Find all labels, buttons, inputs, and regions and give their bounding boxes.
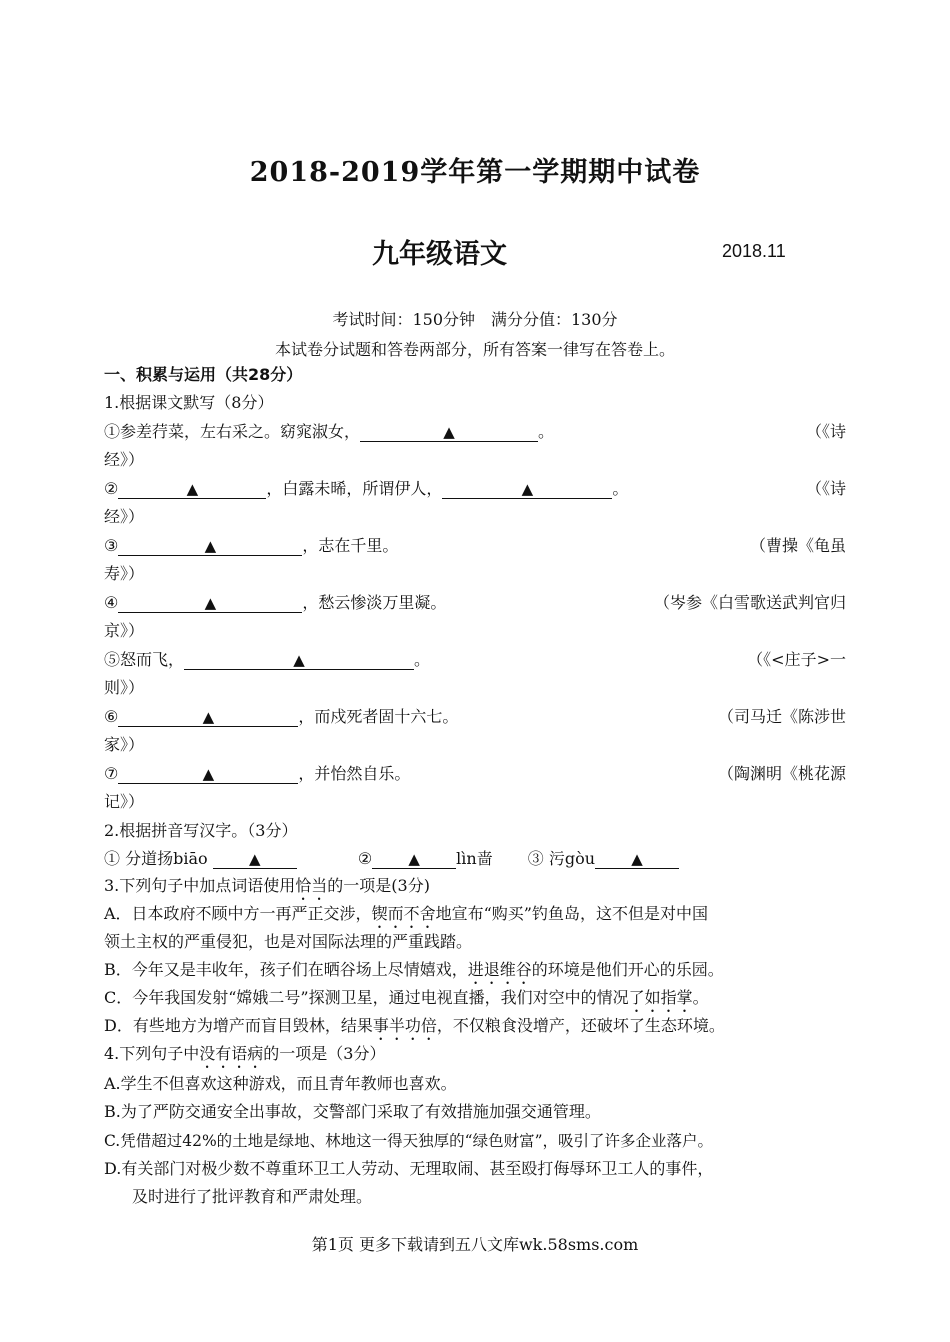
triangle-icon: ▲ bbox=[631, 850, 643, 868]
q1-label: 1.根据课文默写（8分） bbox=[104, 393, 274, 412]
q1-item-text: ①参差荇菜，左右采之。窈窕淑女， bbox=[104, 422, 361, 441]
exam-title: 2018-2019学年第一学期期中试卷 bbox=[249, 157, 701, 188]
q3-option-text: A．日本政府不顾中方一再严正交涉， bbox=[104, 904, 372, 923]
q1-source-cont: 寿》） bbox=[104, 564, 145, 583]
q4-option-c: C.凭借超过42%的土地是绿地、林地这一得天独厚的“绿色财富”，吸引了许多企业落户。 bbox=[104, 1132, 714, 1150]
q1-item-text: ④ bbox=[104, 593, 119, 612]
q4-label-dotted: 没有语病 bbox=[199, 1044, 264, 1063]
q1-source-cont: 则》） bbox=[104, 678, 145, 697]
q3-option-dotted: 事半功倍 bbox=[372, 1016, 437, 1035]
triangle-icon: ▲ bbox=[202, 765, 215, 783]
q1-source: （《诗 bbox=[805, 422, 846, 441]
q3-option-dotted: 了如指掌 bbox=[628, 988, 693, 1007]
triangle-icon: ▲ bbox=[408, 850, 420, 868]
q2-item-1-text: ① 分道扬biāo bbox=[104, 849, 213, 868]
triangle-icon: ▲ bbox=[443, 423, 455, 441]
q1-source: （陶渊明《桃花源 bbox=[717, 764, 846, 783]
q4-label-text: 4.下列句子中 bbox=[104, 1044, 200, 1063]
q4-option-a: A.学生不但喜欢这种游戏，而且青年教师也喜欢。 bbox=[104, 1074, 457, 1093]
answer-blank bbox=[372, 850, 456, 869]
q1-item-text: ，志在千里。 bbox=[302, 536, 399, 555]
q3-option-text: C．今年我国发射“嫦娥二号”探测卫星，通过电视直播，我们对空中的情况 bbox=[104, 988, 629, 1007]
q1-item-text: 。 bbox=[414, 650, 431, 669]
answer-blank bbox=[213, 850, 297, 869]
exam-date: 2018.11 bbox=[722, 241, 786, 261]
q1-source-cont: 家》） bbox=[104, 735, 145, 754]
q1-item-text: 。 bbox=[612, 479, 629, 498]
q3-option-text: B．今年又是丰收年，孩子们在晒谷场上尽情嬉戏， bbox=[104, 960, 468, 979]
triangle-icon: ▲ bbox=[202, 708, 215, 726]
answer-blank bbox=[595, 850, 679, 869]
q3-option-a bbox=[104, 903, 708, 932]
q3-option-dotted: 进退维谷 bbox=[467, 960, 532, 979]
q1-source-cont: 经》） bbox=[104, 507, 145, 526]
q2-item-2-text: ② bbox=[357, 849, 373, 868]
triangle-icon: ▲ bbox=[248, 850, 261, 868]
q4-option-b: B.为了严防交通安全出事故，交警部门采取了有效措施加强交通管理。 bbox=[104, 1102, 601, 1121]
q3-option-d bbox=[104, 1015, 725, 1044]
q1-item-text: ⑤怒而飞， bbox=[104, 650, 185, 669]
q1-source: （曹操《龟虽 bbox=[749, 536, 846, 555]
triangle-icon: ▲ bbox=[204, 537, 217, 555]
q3-option-a-cont: 领土主权的严重侵犯，也是对国际法理的严重践踏。 bbox=[104, 932, 473, 951]
q1-source-cont: 记》） bbox=[104, 792, 145, 811]
section-heading: 一、积累与运用（共28分） bbox=[104, 365, 303, 384]
q1-item-text: ，并怡然自乐。 bbox=[298, 764, 411, 783]
q4-label-text: 的一项是（3分） bbox=[263, 1044, 386, 1063]
q1-item-text: ，愁云惨淡万里凝。 bbox=[302, 593, 447, 612]
q2-item-3-text: ③ 污gòu bbox=[527, 849, 596, 868]
q3-option-c bbox=[104, 987, 709, 1016]
q3-option-text: 。 bbox=[692, 988, 709, 1007]
q1-item-text: 。 bbox=[538, 422, 555, 441]
q3-option-text: D．有些地方为增产而盲目毁林，结果 bbox=[104, 1016, 373, 1035]
exam-subtitle: 九年级语文 bbox=[372, 239, 507, 270]
q1-source-cont: 京》） bbox=[104, 621, 145, 640]
q3-option-b bbox=[104, 959, 724, 988]
q1-item-text: ，白露未晞，所谓伊人， bbox=[266, 479, 443, 498]
q4-option-d: D.有关部门对极少数不尊重环卫工人劳动、无理取闹、甚至殴打侮辱环卫工人的事件， bbox=[104, 1159, 714, 1178]
q1-source: （岑参《白雪歌送武判官归 bbox=[653, 593, 846, 612]
q1-item-text: ② bbox=[104, 479, 119, 498]
q1-item-text: ③ bbox=[104, 536, 119, 555]
q3-option-text: 的环境是他们开心的乐园。 bbox=[531, 960, 724, 979]
triangle-icon: ▲ bbox=[293, 651, 305, 669]
triangle-icon: ▲ bbox=[521, 480, 534, 498]
exam-time-info: 考试时间：150分钟 满分分值：130分 bbox=[332, 310, 618, 329]
q4-option-d-cont: 及时进行了批评教育和严肃处理。 bbox=[132, 1187, 373, 1206]
q3-label-dotted: 恰当 bbox=[295, 876, 328, 895]
q3-label bbox=[104, 875, 430, 904]
q1-source: （司马迁《陈涉世 bbox=[717, 707, 846, 726]
q2-items bbox=[104, 848, 679, 870]
q3-option-text: ，不仅粮食没增产，还破坏了生态环境。 bbox=[436, 1016, 725, 1035]
q1-source: （《<庄子>一 bbox=[747, 650, 846, 669]
q3-option-text: 地宣布“购买”钓鱼岛，这不但是对中国 bbox=[435, 904, 708, 923]
triangle-icon: ▲ bbox=[186, 480, 199, 498]
exam-note: 本试卷分试题和答卷两部分，所有答案一律写在答卷上。 bbox=[274, 340, 675, 359]
q3-label-text: 的一项是(3分) bbox=[327, 876, 430, 895]
q1-item-text: ⑥ bbox=[104, 707, 119, 726]
q1-source: （《诗 bbox=[805, 479, 846, 498]
q1-source-cont: 经》） bbox=[104, 450, 145, 469]
triangle-icon: ▲ bbox=[204, 594, 217, 612]
q3-label-text: 3.下列句子中加点词语使用 bbox=[104, 876, 296, 895]
q2-label: 2.根据拼音写汉字。（3分） bbox=[104, 821, 298, 840]
q3-option-dotted: 锲而不舍 bbox=[371, 904, 436, 923]
q1-item-text: ，而戍死者固十六七。 bbox=[298, 707, 459, 726]
page-footer: 第1页 更多下载请到五八文库wk.58sms.com bbox=[311, 1235, 639, 1254]
q1-item-text: ⑦ bbox=[104, 764, 119, 783]
q2-item-2-post: lìn啬 bbox=[456, 849, 493, 868]
q4-label bbox=[104, 1043, 385, 1072]
